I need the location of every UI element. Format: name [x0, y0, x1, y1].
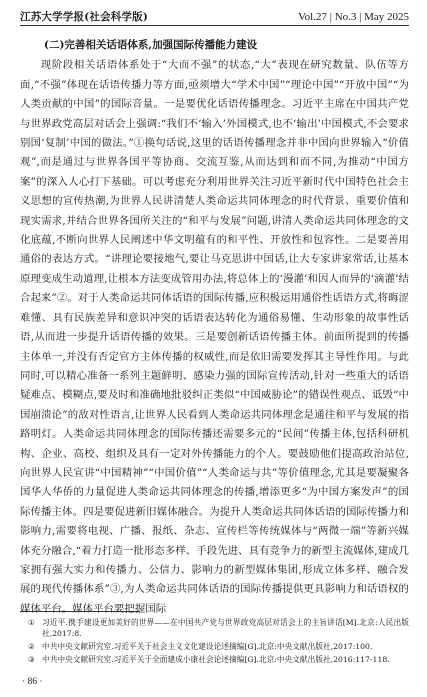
issue-info: Vol.27 | No.3 | May 2025: [298, 11, 409, 23]
header-rule: [20, 25, 409, 26]
footnote-rule: [20, 611, 140, 612]
footnote-marker: ②: [28, 642, 35, 651]
page-number: · 86 ·: [22, 677, 43, 687]
footnotes: [20, 617, 409, 667]
article-body: [20, 36, 409, 619]
running-header: [20, 6, 409, 24]
footnote-marker: ①: [28, 618, 35, 627]
footnote-text: 习近平.携手建设更加美好的世界——在中国共产党与世界政党高层对话会上的主旨讲话[M].北京:人民出版社,2017:8.: [42, 618, 409, 638]
footnote-marker: ③: [28, 655, 35, 664]
body-paragraph: 现阶段相关话语体系处于“大而不强”的状态,“大”表现在研究数量、队伍等方面,“不强”体现在话语传播力等方面,亟须增大“学术中国”“理论中国”“开放中国”“为人类贡献的中国”的国际音量。一是要优化话语传播理念。习近平主席在中国共产党与世界政党高层对话会上强调:“我们不‘输入’外国模式,也不‘输出’中国模式,不会要求别国‘复制’中国的做法。”①换句话说,这里的话语传播理念并非中国向世界输入“价值观”,而是通过与世界各国平等协商、交流互鉴,从而达到和而不同,为推动“中国方案”的深入人心打下基础。可以考虑充分利用世界关注习近平新时代中国特色社会主义思想的宣传热潮,为世界人民讲清楚人类命运共同体理念的时代背景、重要价值和现实需求,并结合世界各国所关注的“和平与发展”问题,讲清人类命运共同体理念的文化底蕴,不断向世界人民阐述中华文明蕴有的和平性、开放性和包容性。二是要善用通俗的表达方式。“讲理论要接地气,要让马克思讲中国话,让大专家讲家常话,让基本原理变成生动道理,让根本方法变成管用办法,将总体上的‘漫灌’和因人而异的‘滴灌’结合起来”②。对于人类命运共同体话语的国际传播,应积极运用通俗性话语方式,将晦涩难懂、具有民族差异和意识冲突的话语表达转化为通俗易懂、生动形象的故事性话语,从而进一步提升话语传播的效果。三是要创新话语传播主体。前面所提到的传播主体单一,并没有否定官方主体传播的权威性,而是依旧需要发挥其主导性作用。与此同时,可以精心准备一系列主题鲜明、感染力强的国际宣传活动,针对一些重大的话语疑难点、模糊点,要及时和准确地批驳纠正类似“中国威胁论”的错误性观点、诋毁“中国崩溃论”的敌对性语言,让世界人民看到人类命运共同体理念是通往和平与发展的指路明灯。人类命运共同体理念的国际传播还需要多元的“民间”传播主体,包括科研机构、企业、高校、组织及具有一定对外传播能力的个人。要鼓励他们提高政治站位,向世界人民宣讲“中国精神”“中国价值”“人类命运与共”等价值理念,尤其是要凝聚各国华人华侨的力量促进人类命运共同体理念的传播,增添更多“为中国方案发声”的国际传播主体。四是要促进新旧媒体融合。为提升人类命运共同体话语的国际传播力和影响力,需要将电视、广播、报纸、杂志、宣传栏等传统媒体与“两微一端”等新兴媒体充分融合,“着力打造一批形态多样、手段先进、具有竞争力的新型主流媒体,建成几家拥有强大实力和传播力、公信力、影响力的新型媒体集团,形成立体多样、融合发展的现代传播体系”③,为人类命运共同体话语的国际传播提供更具影响力和话语权的媒体平台。媒体平台要把握国际: [20, 59, 409, 615]
footnote: [20, 617, 409, 639]
footnote: [20, 641, 409, 652]
section-heading: (二)完善相关话语体系,加强国际传播能力建设: [44, 39, 258, 51]
footnote: [20, 654, 409, 665]
journal-name: 江苏大学学报(社会科学版): [20, 11, 149, 23]
footnote-text: 中共中央文献研究室.习近平关于全面建成小康社会论述摘编[G].北京:中央文献出版社,2016:117-118.: [42, 655, 390, 664]
footnote-text: 中共中央文献研究室.习近平关于社会主义文化建设论述摘编[G].北京:中央文献出版社,2017:100.: [42, 642, 373, 651]
